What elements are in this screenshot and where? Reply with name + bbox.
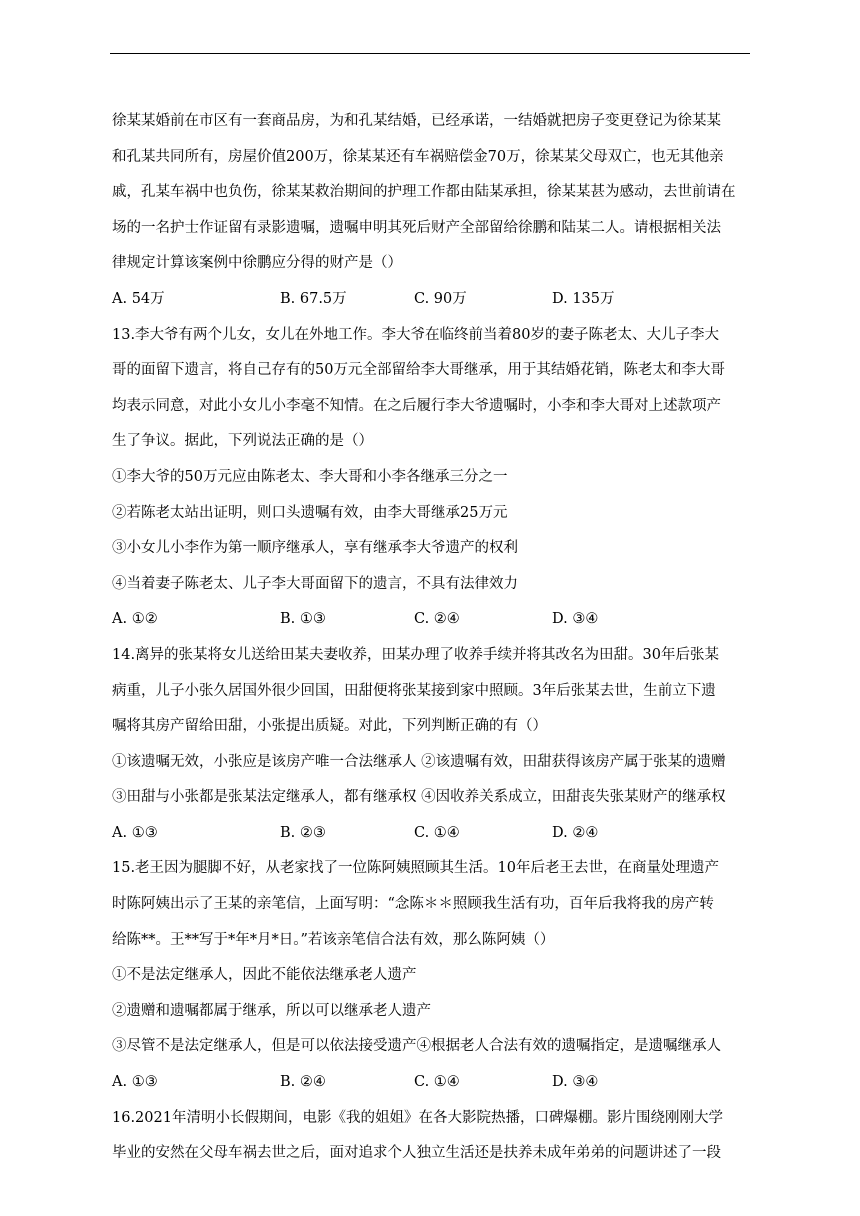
q16-line-1: 16.2021年清明小长假期间，电影《我的姐姐》在各大影院热播，口碑爆棚。影片围绕刚刚大学 [112,1109,723,1126]
q12-option-a: A. 54万 [112,290,165,307]
q14-line-3: 嘱将其房产留给田甜，小张提出质疑。对此，下列判断正确的有（） [112,718,547,735]
q12-option-c: C. 90万 [414,290,467,307]
q12-line-2: 和孔某共同所有，房屋价值200万，徐某某还有车祸赔偿金70万，徐某某父母双亡，也无其他亲 [112,148,724,165]
q15-statements-3-4: ③尽管不是法定继承人，但是可以依法接受遗产④根据老人合法有效的遗嘱指定，是遗嘱继承人 [112,1038,721,1055]
header-rule [110,53,750,54]
question-16 [112,1101,752,1172]
q12-line-3: 戚，孔某车祸中也负伤，徐某某救治期间的护理工作都由陆某承担，徐某某甚为感动，去世前请在 [112,184,736,201]
q13-line-3: 均表示同意，对此小女儿小李毫不知情。在之后履行李大爷遗嘱时，小李和李大哥对上述款项产 [112,397,721,414]
q13-option-d: D. ③④ [552,611,599,628]
q13-line-4: 生了争议。据此，下列说法正确的是（） [112,433,373,450]
q13-option-b: B. ①③ [280,611,326,628]
q13-statement-2: ②若陈老太站出证明，则口头遗嘱有效，由李大哥继承25万元 [112,504,508,521]
q13-option-c: C. ②④ [414,611,460,628]
q14-line-2: 病重，儿子小张久居国外很少回国，田甜便将张某接到家中照顾。3年后张某去世，生前立下遗 [112,682,716,699]
question-12 [112,104,752,318]
q14-options [112,816,752,852]
q14-statements-1-2: ①该遗嘱无效，小张应是该房产唯一合法继承人 ②该遗嘱有效，田甜获得该房产属于张某的遗赠 [112,753,726,770]
q15-option-a: A. ①③ [112,1074,158,1091]
q13-statement-1: ①李大爷的50万元应由陈老太、李大哥和小李各继承三分之一 [112,468,508,485]
q12-line-4: 场的一名护士作证留有录影遗嘱，遗嘱申明其死后财产全部留给徐鹏和陆某二人。请根据相关法 [112,219,721,236]
q13-statement-4: ④当着妻子陈老太、儿子李大哥面留下的遗言，不具有法律效力 [112,575,518,592]
q12-options [112,282,752,318]
q14-statements-3-4: ③田甜与小张都是张某法定继承人，都有继承权 ④因收养关系成立，田甜丧失张某财产的继承权 [112,789,726,806]
q13-option-a: A. ①② [112,611,158,628]
question-15 [112,851,752,1100]
q12-line-5: 律规定计算该案例中徐鹏应分得的财产是（） [112,255,402,272]
q14-line-1: 14.离异的张某将女儿送给田某夫妻收养，田某办理了收养手续并将其改名为田甜。30年后张某 [112,646,720,663]
q14-option-b: B. ②③ [280,824,326,841]
q15-option-c: C. ①④ [414,1074,460,1091]
q15-option-b: B. ②④ [280,1074,326,1091]
q14-option-d: D. ②④ [552,824,599,841]
question-13 [112,318,752,638]
q16-line-2: 毕业的安然在父母车祸去世之后，面对追求个人独立生活还是扶养未成年弟弟的问题讲述了一段 [112,1145,721,1162]
q13-options [112,602,752,638]
q12-option-b: B. 67.5万 [280,290,347,307]
q15-option-d: D. ③④ [552,1074,599,1091]
q15-options [112,1065,752,1101]
q12-option-d: D. 135万 [552,290,615,307]
q13-statement-3: ③小女儿小李作为第一顺序继承人，享有继承李大爷遗产的权利 [112,540,518,557]
q13-line-1: 13.李大爷有两个儿女，女儿在外地工作。李大爷在临终前当着80岁的妻子陈老太、大儿子李大 [112,326,720,343]
document-body [112,104,752,1172]
q14-option-c: C. ①④ [414,824,460,841]
q13-line-2: 哥的面留下遗言，将自己存有的50万元全部留给李大哥继承，用于其结婚花销，陈老太和李大哥 [112,362,725,379]
q15-statement-1: ①不是法定继承人，因此不能依法继承老人遗产 [112,967,417,984]
q15-statement-2: ②遗赠和遗嘱都属于继承，所以可以继承老人遗产 [112,1002,431,1019]
q12-line-1: 徐某某婚前在市区有一套商品房，为和孔某结婚，已经承诺，一结婚就把房子变更登记为徐某某 [112,113,721,129]
q14-option-a: A. ①③ [112,824,158,841]
q15-line-2: 时陈阿姨出示了王某的亲笔信，上面写明：“念陈＊＊照顾我生活有功，百年后我将我的房产转 [112,896,714,913]
q15-line-1: 15.老王因为腿脚不好，从老家找了一位陈阿姨照顾其生活。10年后老王去世，在商量处理遗产 [112,860,720,877]
q15-line-3: 给陈**。王**写于*年*月*日。”若该亲笔信合法有效，那么陈阿姨（） [112,931,555,948]
question-14 [112,638,752,852]
